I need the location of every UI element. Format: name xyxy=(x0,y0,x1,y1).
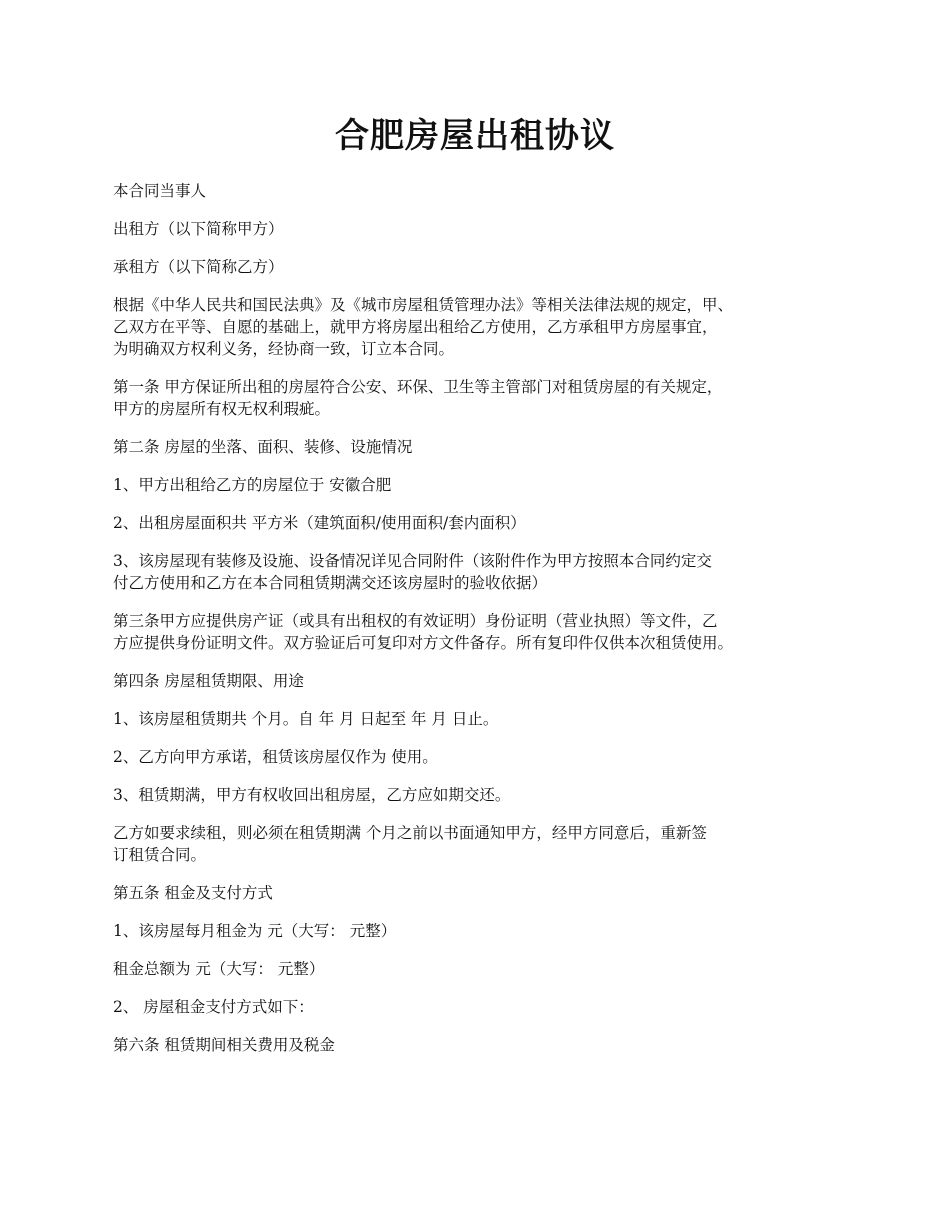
paragraph xyxy=(113,474,858,496)
paragraph-line: 本合同当事人 xyxy=(113,182,207,200)
paragraph-line: 第五条 租金及支付方式 xyxy=(113,884,273,902)
paragraph-line: 第三条甲方应提供房产证（或具有出租权的有效证明）身份证明（营业执照）等文件，乙 xyxy=(113,612,718,630)
paragraph xyxy=(113,670,858,692)
paragraph xyxy=(113,882,858,904)
paragraph-line: 甲方的房屋所有权无权利瑕疵。 xyxy=(113,400,331,418)
paragraph xyxy=(113,180,858,202)
paragraph xyxy=(113,376,858,420)
paragraph-line: 第一条 甲方保证所出租的房屋符合公安、环保、卫生等主管部门对租赁房屋的有关规定， xyxy=(113,378,723,396)
paragraph xyxy=(113,512,858,534)
paragraph xyxy=(113,436,858,458)
paragraph xyxy=(113,708,858,730)
paragraph-line: 方应提供身份证明文件。双方验证后可复印对方文件备存。所有复印件仅供本次租赁使用。 xyxy=(113,634,734,652)
paragraph-line: 2、 房屋租金支付方式如下： xyxy=(113,998,314,1016)
paragraph-line: 2、乙方向甲方承诺，租赁该房屋仅作为 使用。 xyxy=(113,748,438,766)
paragraph-line: 订租赁合同。 xyxy=(113,846,207,864)
paragraph xyxy=(113,550,858,594)
document-body xyxy=(113,180,858,1072)
paragraph-line: 2、出租房屋面积共 平方米（建筑面积/使用面积/套内面积） xyxy=(113,514,526,532)
paragraph-line: 第六条 租赁期间相关费用及税金 xyxy=(113,1036,335,1054)
paragraph-line: 出租方（以下简称甲方） xyxy=(113,220,284,238)
paragraph xyxy=(113,746,858,768)
paragraph xyxy=(113,996,858,1018)
paragraph xyxy=(113,256,858,278)
paragraph-line: 第四条 房屋租赁期限、用途 xyxy=(113,672,304,690)
paragraph-line: 为明确双方权利义务，经协商一致，订立本合同。 xyxy=(113,340,455,358)
paragraph-line: 付乙方使用和乙方在本合同租赁期满交还该房屋时的验收依据） xyxy=(113,574,548,592)
paragraph-line: 3、该房屋现有装修及设施、设备情况详见合同附件（该附件作为甲方按照本合同约定交 xyxy=(113,552,712,570)
paragraph-line: 1、甲方出租给乙方的房屋位于 安徽合肥 xyxy=(113,476,392,494)
paragraph-line: 承租方（以下简称乙方） xyxy=(113,258,284,276)
paragraph-line: 3、租赁期满，甲方有权收回出租房屋，乙方应如期交还。 xyxy=(113,786,511,804)
paragraph xyxy=(113,920,858,942)
paragraph xyxy=(113,610,858,654)
paragraph-line: 租金总额为 元（大写： 元整） xyxy=(113,960,325,978)
paragraph xyxy=(113,822,858,866)
document-title: 合肥房屋出租协议 xyxy=(335,116,615,156)
paragraph-line: 1、该房屋每月租金为 元（大写： 元整） xyxy=(113,922,397,940)
paragraph-line: 第二条 房屋的坐落、面积、装修、设施情况 xyxy=(113,438,413,456)
paragraph xyxy=(113,958,858,980)
paragraph xyxy=(113,1034,858,1056)
paragraph-line: 乙双方在平等、自愿的基础上，就甲方将房屋出租给乙方使用，乙方承租甲方房屋事宜， xyxy=(113,318,718,336)
paragraph xyxy=(113,784,858,806)
paragraph xyxy=(113,218,858,240)
paragraph-line: 乙方如要求续租，则必须在租赁期满 个月之前以书面通知甲方，经甲方同意后，重新签 xyxy=(113,824,707,842)
paragraph-line: 1、该房屋租赁期共 个月。自 年 月 日起至 年 月 日止。 xyxy=(113,710,499,728)
paragraph-line: 根据《中华人民共和国民法典》及《城市房屋租赁管理办法》等相关法律法规的规定，甲、 xyxy=(113,296,734,314)
paragraph xyxy=(113,294,858,360)
